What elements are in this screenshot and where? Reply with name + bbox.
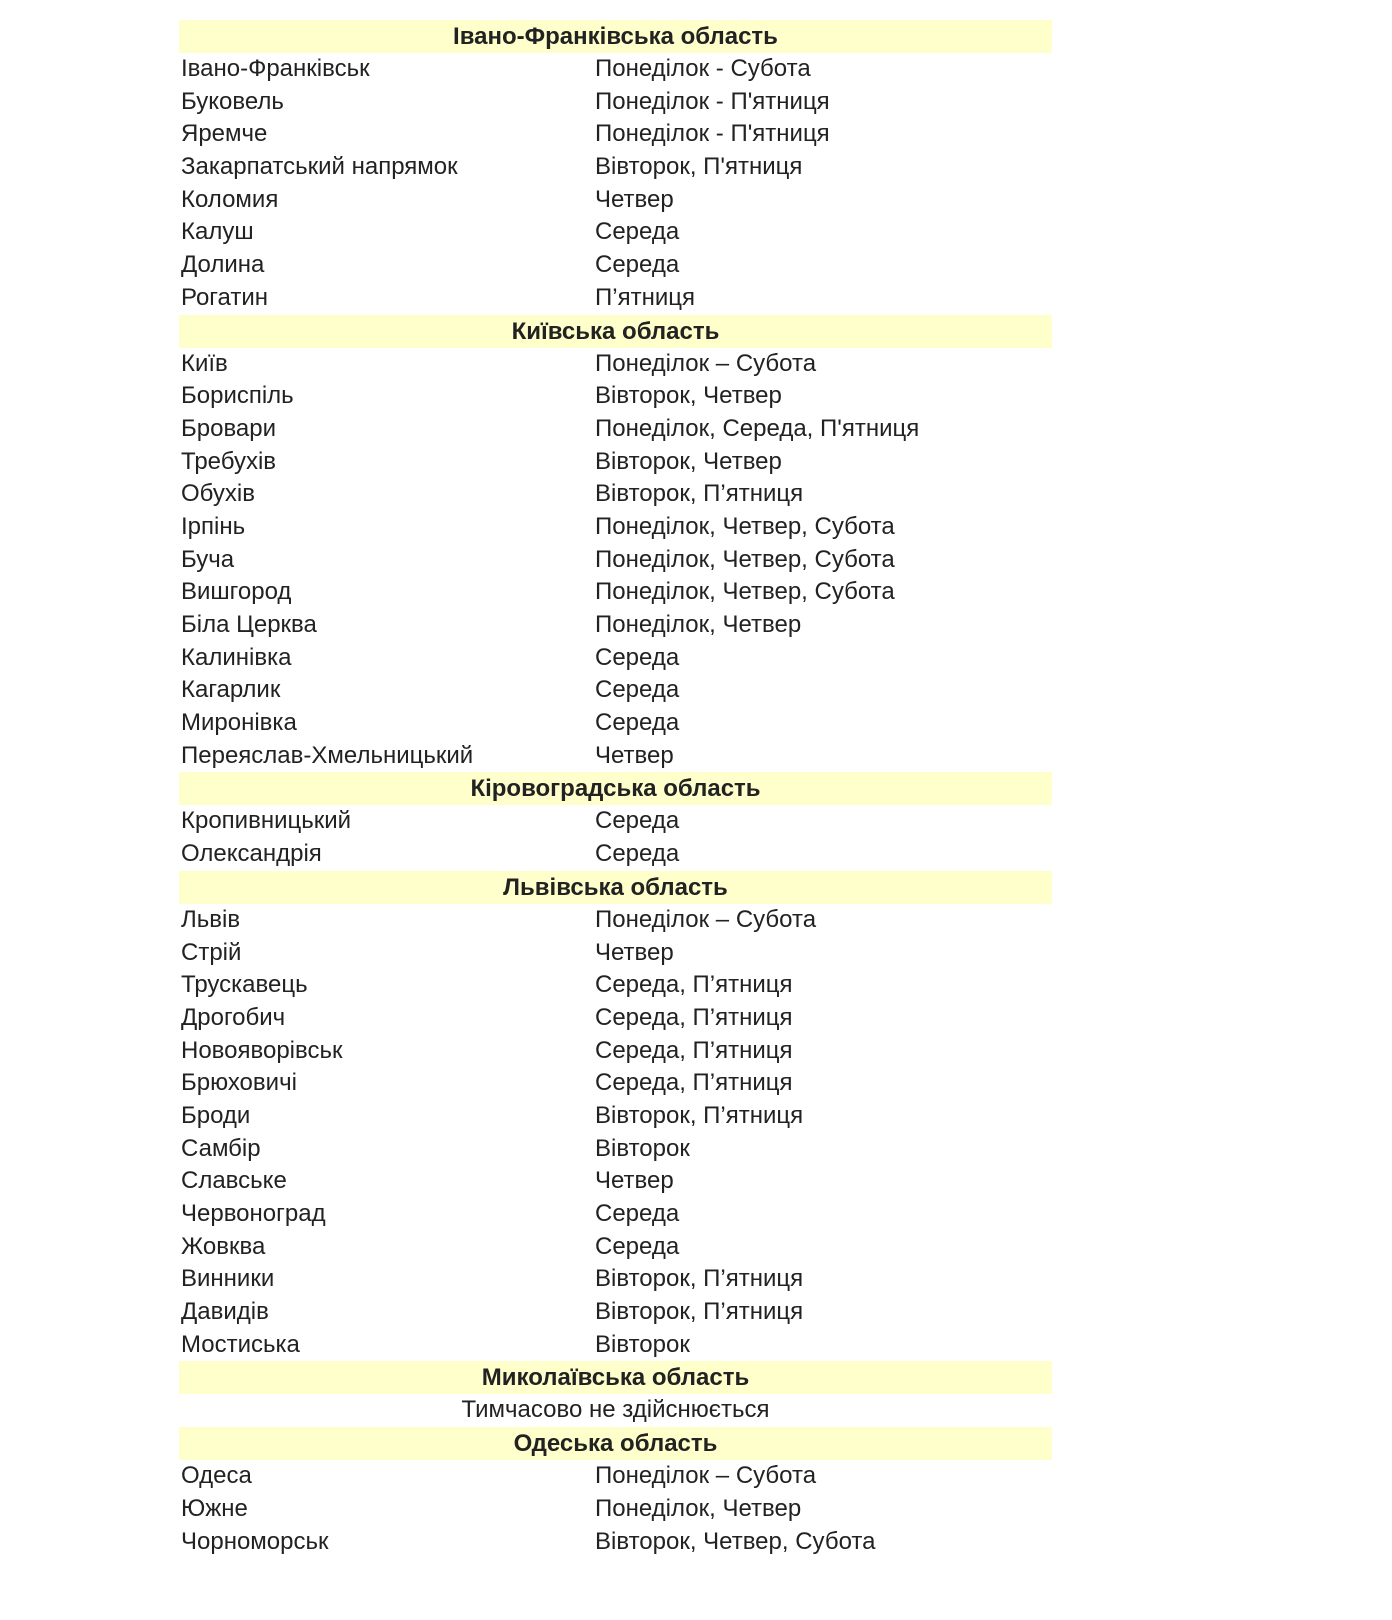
table-row <box>179 544 1052 577</box>
table-row <box>179 511 1052 544</box>
delivery-days: Понеділок, Середа, П'ятниця <box>595 414 920 442</box>
delivery-days: Вівторок, П’ятниця <box>595 480 804 508</box>
table-row <box>179 1493 1052 1526</box>
table-row <box>179 249 1052 282</box>
table-row <box>179 478 1052 511</box>
table-row <box>179 118 1052 151</box>
delivery-days: Четвер <box>595 741 674 769</box>
table-row <box>179 413 1052 446</box>
city-name: Самбір <box>181 1134 261 1162</box>
city-name: Калуш <box>181 218 254 246</box>
table-row <box>179 576 1052 609</box>
table-row <box>179 1329 1052 1362</box>
table-row <box>179 674 1052 707</box>
table-row <box>179 1526 1052 1559</box>
delivery-days: Середа <box>595 676 680 704</box>
city-name: Новояворівськ <box>181 1036 343 1064</box>
city-name: Миронівка <box>181 709 297 737</box>
delivery-days: Середа, П’ятниця <box>595 1036 793 1064</box>
table-row <box>179 1067 1052 1100</box>
table-row <box>179 1133 1052 1166</box>
delivery-days: Середа <box>595 807 680 835</box>
city-name: Червоноград <box>181 1200 326 1227</box>
table-row <box>179 1035 1052 1068</box>
delivery-days: Середа <box>595 1232 680 1260</box>
city-name: Одеса <box>181 1462 252 1490</box>
city-name: Требухів <box>181 447 277 475</box>
table-row <box>179 151 1052 184</box>
delivery-days: Середа <box>595 643 680 671</box>
region-header: Київська область <box>179 315 1052 348</box>
city-name: Буча <box>181 545 235 573</box>
delivery-days: Середа, П’ятниця <box>595 1003 793 1031</box>
region-section <box>179 315 1052 773</box>
delivery-days: Понеділок – Субота <box>595 1462 817 1490</box>
city-name: Вишгород <box>181 578 292 606</box>
delivery-days: Середа <box>595 1200 680 1227</box>
delivery-days: Понеділок – Субота <box>595 905 817 933</box>
table-row <box>179 216 1052 249</box>
delivery-days: Вівторок, Четвер, Субота <box>595 1527 876 1555</box>
delivery-days: Середа, П’ятниця <box>595 971 793 999</box>
city-name: Чорноморськ <box>181 1527 329 1555</box>
delivery-days: Четвер <box>595 185 674 213</box>
delivery-days: Вівторок, П’ятниця <box>595 1101 804 1129</box>
delivery-days: Понеділок, Четвер <box>595 611 802 638</box>
delivery-days: Четвер <box>595 938 674 966</box>
city-name: Львів <box>181 905 241 933</box>
delivery-days: Середа <box>595 218 680 246</box>
table-row <box>179 904 1052 937</box>
table-row <box>179 969 1052 1002</box>
city-name: Київ <box>181 349 228 377</box>
city-name: Івано-Франківськ <box>181 55 370 82</box>
table-row <box>179 282 1052 315</box>
delivery-days: Понеділок, Четвер, Субота <box>595 512 895 540</box>
city-name: Бориспіль <box>181 382 294 410</box>
table-row <box>179 609 1052 642</box>
city-name: Долина <box>181 251 265 279</box>
city-name: Кропивницький <box>181 807 352 835</box>
delivery-days: Вівторок <box>595 1330 690 1358</box>
delivery-days: Вівторок, Четвер <box>595 382 782 410</box>
region-note: Тимчасово не здійснюється <box>461 1396 770 1424</box>
table-row <box>179 1460 1052 1493</box>
table-row <box>179 838 1052 871</box>
table-row <box>179 1198 1052 1231</box>
delivery-days: Вівторок, Четвер <box>595 447 782 475</box>
city-name: Дрогобич <box>181 1003 286 1031</box>
delivery-days: Понеділок, Четвер <box>595 1494 802 1522</box>
city-name: Давидів <box>181 1298 269 1326</box>
city-name: Стрій <box>181 938 242 966</box>
delivery-days: Четвер <box>595 1167 674 1195</box>
delivery-days: Середа <box>595 840 680 868</box>
region-header: Івано-Франківська область <box>179 20 1052 53</box>
city-name: Біла Церква <box>181 611 317 638</box>
region-section <box>179 20 1052 315</box>
delivery-days: Вівторок, П’ятниця <box>595 1265 804 1293</box>
delivery-days: Понеділок - Субота <box>595 55 811 82</box>
city-name: Винники <box>181 1265 275 1293</box>
city-name: Трускавець <box>181 971 308 999</box>
delivery-days: Середа <box>595 709 680 737</box>
city-name: Коломия <box>181 185 279 213</box>
table-row <box>179 707 1052 740</box>
delivery-days: Понеділок – Субота <box>595 349 817 377</box>
table-row <box>179 937 1052 970</box>
city-name: Южне <box>181 1494 248 1522</box>
delivery-days: Понеділок, Четвер, Субота <box>595 578 895 606</box>
city-name: Олександрія <box>181 840 322 868</box>
city-name: Калинівка <box>181 643 292 671</box>
delivery-schedule-table <box>179 20 1052 1558</box>
delivery-days: Понеділок - П'ятниця <box>595 87 830 115</box>
delivery-days: П’ятниця <box>595 283 695 311</box>
table-row <box>179 348 1052 381</box>
delivery-days: Вівторок, П’ятниця <box>595 1298 804 1326</box>
city-name: Ірпінь <box>181 512 246 540</box>
city-name: Яремче <box>181 120 268 148</box>
region-header: Кіровоградська область <box>179 772 1052 805</box>
region-section <box>179 772 1052 870</box>
region-section <box>179 871 1052 1362</box>
region-header: Миколаївська область <box>179 1361 1052 1394</box>
city-name: Мостиська <box>181 1330 300 1358</box>
city-name: Переяслав-Хмельницький <box>181 741 474 769</box>
table-row <box>179 1231 1052 1264</box>
table-row <box>179 805 1052 838</box>
delivery-days: Понеділок, Четвер, Субота <box>595 545 895 573</box>
delivery-days: Понеділок - П'ятниця <box>595 120 830 148</box>
city-name: Обухів <box>181 480 255 508</box>
city-name: Закарпатський напрямок <box>181 153 458 181</box>
table-row <box>179 740 1052 773</box>
region-header: Одеська область <box>179 1427 1052 1460</box>
region-header: Львівська область <box>179 871 1052 904</box>
table-row <box>179 380 1052 413</box>
table-row <box>179 86 1052 119</box>
city-name: Кагарлик <box>181 676 281 704</box>
city-name: Брюховичі <box>181 1069 297 1097</box>
city-name: Жовква <box>181 1232 266 1260</box>
delivery-days: Вівторок <box>595 1134 690 1162</box>
city-name: Бровари <box>181 414 277 442</box>
table-row <box>179 1296 1052 1329</box>
region-section <box>179 1361 1052 1427</box>
table-row <box>179 1263 1052 1296</box>
city-name: Броди <box>181 1101 251 1129</box>
city-name: Буковель <box>181 87 284 115</box>
table-row <box>179 446 1052 479</box>
table-row <box>179 642 1052 675</box>
city-name: Славське <box>181 1167 287 1195</box>
region-section <box>179 1427 1052 1558</box>
table-row <box>179 1002 1052 1035</box>
delivery-days: Середа, П’ятниця <box>595 1069 793 1097</box>
table-row <box>179 53 1052 86</box>
table-row <box>179 184 1052 217</box>
table-row <box>179 1100 1052 1133</box>
delivery-days: Вівторок, П'ятниця <box>595 153 803 181</box>
table-row <box>179 1165 1052 1198</box>
city-name: Рогатин <box>181 283 268 311</box>
delivery-days: Середа <box>595 251 680 279</box>
